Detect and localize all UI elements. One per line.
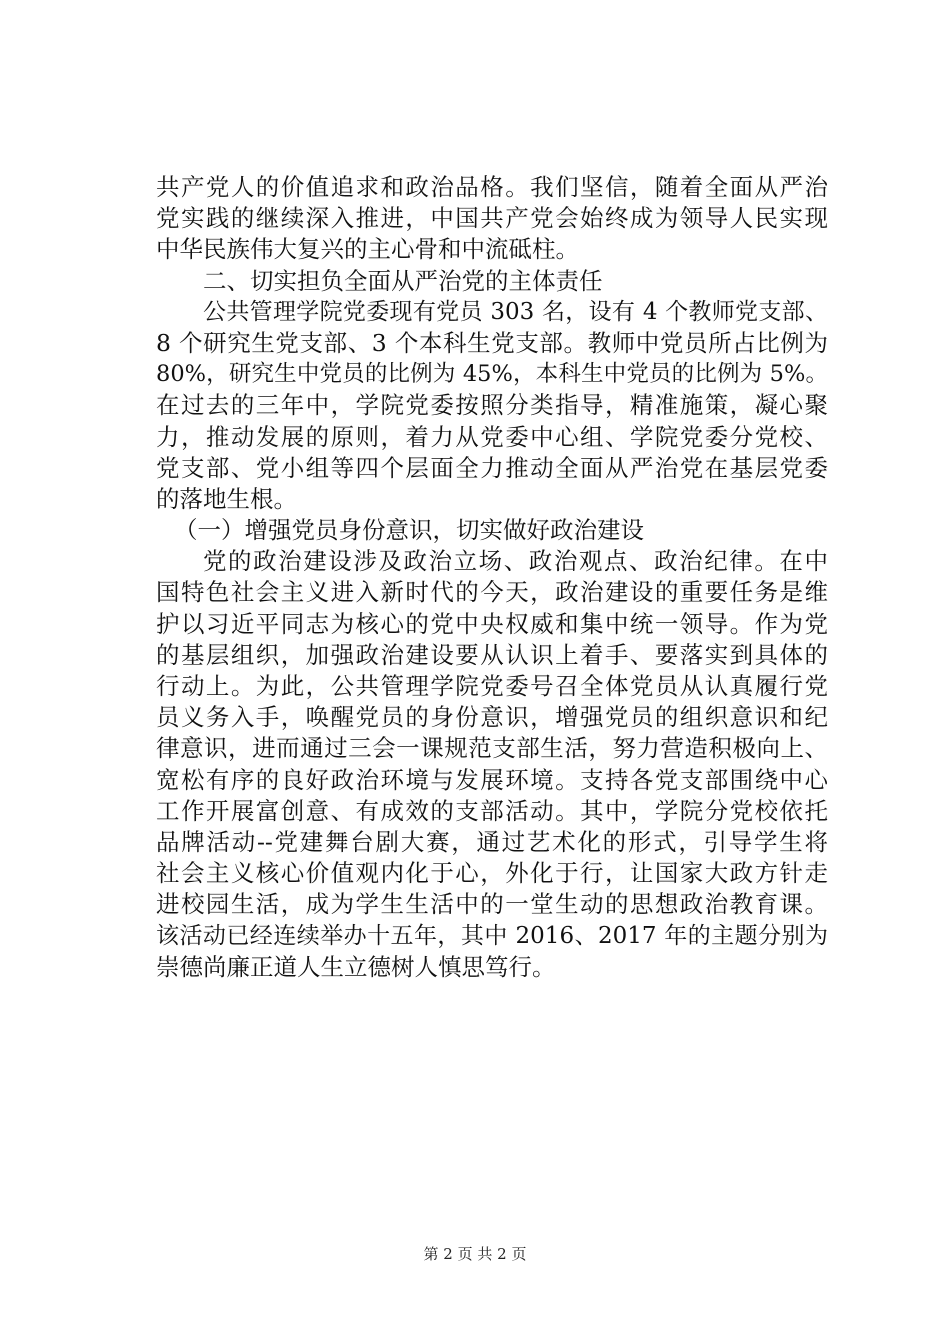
body-line-3: 中华民族伟大复兴的主心骨和中流砥柱。 (156, 235, 579, 264)
body-line-9: 力，推动发展的原则，着力从党委中心组、学院党委分党校、 (156, 422, 828, 451)
body-line-21: 工作开展富创意、有成效的支部活动。其中，学院分党校依托 (156, 796, 828, 825)
body-line-1: 共产党人的价值追求和政治品格。我们坚信，随着全面从严治 (156, 173, 828, 201)
body-line-8: 在过去的三年中，学院党委按照分类指导，精准施策，凝心聚 (156, 391, 828, 420)
body-line-13: 党的政治建设涉及政治立场、政治观点、政治纪律。在中 (203, 547, 828, 576)
body-line-18: 员义务入手，唤醒党员的身份意识，增强党员的组织意识和纪 (156, 703, 828, 732)
body-line-7: 80%，研究生中党员的比例为 45%，本科生中党员的比例为 5%。 (156, 361, 828, 388)
body-line-11: 的落地生根。 (156, 484, 297, 513)
body-line-17: 行动上。为此，公共管理学院党委号召全体党员从认真履行党 (156, 672, 828, 700)
body-line-10: 党支部、党小组等四个层面全力推动全面从严治党在基层党委 (156, 453, 828, 482)
body-line-24: 进校园生活，成为学生生活中的一堂生动的思想政治教育课。 (156, 890, 828, 919)
document-body (156, 172, 828, 983)
body-line-19: 律意识，进而通过三会一课规范支部生活，努力营造积极向上、 (156, 734, 828, 763)
page-footer (0, 1244, 950, 1264)
section-heading-2: 二、切实担负全面从严治党的主体责任 (203, 266, 603, 295)
body-line-6: 8 个研究生党支部、3 个本科生党支部。教师中党员所占比例为 (156, 328, 828, 357)
body-line-16: 的基层组织，加强政治建设要从认识上着手、要落实到具体的 (156, 640, 828, 669)
body-line-25: 该活动已经连续举办十五年，其中 2016、2017 年的主题分别为 (156, 922, 828, 949)
page-number-label: 第 2 页 共 2 页 (423, 1245, 527, 1263)
body-line-15: 护以习近平同志为核心的党中央权威和集中统一领导。作为党 (156, 609, 828, 638)
subsection-heading-1: （一）增强党员身份意识，切实做好政治建设 (174, 516, 644, 545)
body-line-2: 党实践的继续深入推进，中国共产党会始终成为领导人民实现 (156, 204, 828, 233)
body-line-23: 社会主义核心价值观内化于心，外化于行，让国家大政方针走 (156, 859, 828, 888)
body-line-14: 国特色社会主义进入新时代的今天，政治建设的重要任务是维 (156, 578, 828, 607)
body-line-5: 公共管理学院党委现有党员 303 名，设有 4 个教师党支部、 (203, 298, 828, 325)
body-line-26: 崇德尚廉正道人生立德树人慎思笃行。 (156, 952, 556, 981)
body-line-20: 宽松有序的良好政治环境与发展环境。支持各党支部围绕中心 (156, 765, 828, 794)
body-line-22: 品牌活动--党建舞台剧大赛，通过艺术化的形式，引导学生将 (156, 827, 828, 856)
